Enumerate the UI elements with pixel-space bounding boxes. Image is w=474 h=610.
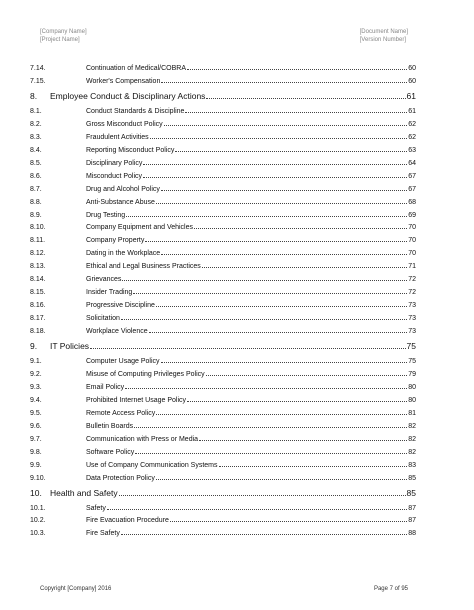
toc-entry-number: 8.10. [30,224,46,232]
company-name: [Company Name] [40,29,87,35]
toc-entry[interactable] [0,170,474,183]
toc-entry-title: Use of Company Communication Systems [86,461,218,469]
toc-entry[interactable] [0,368,474,381]
toc-entry-number: 8.8. [30,198,42,206]
toc-entry-page: 73 [408,315,416,323]
toc-entry-page: 88 [408,530,416,538]
toc-entry-title: Disciplinary Policy [86,159,143,167]
toc-entry-title: Computer Usage Policy [86,358,160,365]
toc-dot-leader [206,98,405,99]
toc-entry[interactable] [0,355,474,368]
toc-dot-leader [149,332,408,333]
toc-entry-number: 8.13. [30,263,46,271]
toc-entry[interactable] [0,131,474,144]
toc-entry-number: 9. [30,341,38,351]
toc-entry-number: 8.15. [30,289,46,297]
toc-entry-title: Ethical and Legal Business Practices [86,263,201,271]
project-name: [Project Name] [40,37,80,43]
toc-entry-number: 9.1. [30,358,42,365]
toc-entry[interactable] [0,118,474,131]
toc-entry-page: 62 [408,120,416,128]
toc-entry[interactable] [0,394,474,407]
toc-entry-page: 72 [408,289,416,297]
toc-entry[interactable] [0,209,474,222]
toc-dot-leader [121,319,407,320]
toc-entry-page: 75 [408,358,416,365]
toc-dot-leader [145,241,407,242]
toc-section-entry[interactable] [0,88,474,104]
toc-entry-page: 60 [408,65,416,72]
toc-entry-number: 8.2. [30,120,42,128]
toc-entry-title: Solicitation [86,315,120,323]
toc-entry-title: Employee Conduct & Disciplinary Actions [50,90,206,101]
toc-entry-page: 81 [408,409,416,417]
toc-entry-page: 70 [408,237,416,245]
toc-entry-page: 87 [408,517,416,525]
toc-entry-title: Drug Testing [86,211,126,219]
toc-entry-number: 10.1. [30,504,46,512]
toc-entry-title: Company Equipment and Vehicles [86,224,194,232]
toc-entry[interactable] [0,157,474,170]
toc-entry-page: 64 [408,159,416,167]
toc-entry-number: 7.15. [30,77,46,85]
toc-entry-title: Misuse of Computing Privileges Policy [86,370,205,378]
toc-entry-page: 79 [408,370,416,378]
toc-entry-number: 8.18. [30,328,46,336]
toc-dot-leader [125,388,407,389]
toc-entry[interactable] [0,260,474,273]
toc-entry-title: Remote Access Policy [86,409,156,417]
toc-entry-title: Dating in the Workplace [86,250,161,258]
toc-dot-leader [107,509,407,510]
toc-entry-page: 70 [408,224,416,232]
toc-entry-page: 82 [408,448,416,456]
toc-dot-leader [164,125,408,126]
toc-dot-leader [90,348,405,349]
toc-entry[interactable] [0,433,474,446]
toc-entry-page: 72 [408,276,416,284]
toc-entry-title: Gross Misconduct Policy [86,120,163,128]
toc-entry-title: Workplace Violence [86,328,148,336]
toc-entry[interactable] [0,196,474,209]
toc-entry-page: 67 [408,185,416,193]
toc-entry-title: Communication with Press or Media [86,435,199,443]
toc-entry-page: 69 [408,211,416,219]
toc-dot-leader [143,177,407,178]
toc-dot-leader [126,216,407,217]
footer-copyright: Copyright [Company] 2016 [40,586,112,592]
toc-entry[interactable] [0,286,474,299]
toc-entry-page: 87 [408,504,416,512]
toc-dot-leader [194,228,407,229]
toc-entry-page: 73 [408,328,416,336]
toc-entry-number: 8.11. [30,237,46,245]
toc-entry-number: 9.4. [30,396,42,404]
toc-entry-page: 63 [408,146,416,154]
toc-entry-title: Bulletin Boards [86,422,134,430]
toc-entry[interactable] [0,273,474,286]
toc-entry-number: 9.10. [30,474,46,482]
toc-dot-leader [156,479,407,480]
toc-dot-leader [199,440,407,441]
toc-dot-leader [206,375,408,376]
toc-entry-number: 10.3. [30,530,46,538]
toc-entry[interactable] [0,527,474,540]
toc-entry-title: Continuation of Medical/COBRA [86,65,186,72]
toc-entry-page: 70 [408,250,416,258]
toc-dot-leader [161,190,407,191]
toc-dot-leader [187,401,407,402]
toc-entry-title: Fraudulent Activities [86,133,149,141]
toc-dot-leader [161,362,408,363]
toc-entry-title: IT Policies [50,341,90,351]
toc-entry-number: 8.17. [30,315,46,323]
toc-entry-title: Software Policy [86,448,135,456]
document-name: [Document Name] [359,29,408,35]
toc-entry[interactable] [0,407,474,420]
header-left [40,28,87,44]
toc-entry[interactable] [0,472,474,485]
toc-dot-leader [156,414,407,415]
toc-entry-page: 68 [408,198,416,206]
toc-entry-title: Drug and Alcohol Policy [86,185,160,193]
toc-entry-page: 80 [408,396,416,404]
toc-entry-page: 62 [408,133,416,141]
toc-dot-leader [135,453,407,454]
toc-dot-leader [150,138,408,139]
toc-section-entry[interactable] [0,485,474,501]
toc-entry-number: 8.14. [30,276,46,284]
toc-entry-title: Safety [86,504,106,512]
toc-entry[interactable] [0,446,474,459]
toc-entry-page: 83 [408,461,416,469]
toc-entry[interactable] [0,514,474,527]
toc-dot-leader [122,280,407,281]
toc-entry-page: 61 [408,107,416,115]
toc-dot-leader [143,164,407,165]
toc-section-entry[interactable] [0,338,474,354]
version-number: [Version Number] [359,37,406,43]
toc-entry-page: 82 [408,422,416,430]
toc-entry-title: Conduct Standards & Discipline [86,107,185,115]
toc-entry-title: Health and Safety [50,487,118,498]
toc-entry-title: Fire Evacuation Procedure [86,517,169,525]
toc-entry-number: 8.7. [30,185,42,193]
toc-entry-page: 71 [408,263,416,271]
toc-entry[interactable] [0,312,474,325]
toc-entry-number: 8.9. [30,211,42,219]
toc-entry-title: Prohibited Internet Usage Policy [86,396,186,404]
toc-dot-leader [202,267,407,268]
toc-entry[interactable] [0,62,474,75]
toc-dot-leader [121,534,407,535]
toc-dot-leader [156,306,407,307]
toc-dot-leader [175,151,407,152]
toc-entry-title: Data Protection Policy [86,474,155,482]
toc-entry-title: Reporting Misconduct Policy [86,146,175,154]
toc-entry-number: 8.12. [30,250,46,258]
toc-entry-page: 82 [408,435,416,443]
toc-entry-title: Worker's Compensation [86,77,161,85]
toc-entry[interactable] [0,75,474,88]
toc-entry-number: 9.7. [30,435,42,443]
toc-entry-number: 8. [30,90,38,101]
toc-entry-number: 8.6. [30,172,42,180]
toc-entry[interactable] [0,502,474,515]
toc-dot-leader [133,293,407,294]
toc-entry-title: Email Policy [86,383,125,391]
toc-dot-leader [119,495,406,496]
toc-entry-number: 9.6. [30,422,42,430]
toc-entry-title: Grievances [86,276,122,284]
toc-entry-number: 8.16. [30,302,46,310]
toc-entry-page: 61 [406,90,416,101]
toc-entry-page: 73 [408,302,416,310]
toc-entry-page: 60 [408,77,416,85]
toc-entry[interactable] [0,459,474,472]
toc-entry-number: 10.2. [30,517,46,525]
toc-entry-number: 8.1. [30,107,42,115]
toc-entry-number: 9.2. [30,370,42,378]
toc-dot-leader [219,466,408,467]
toc-entry-number: 9.8. [30,448,42,456]
toc-entry[interactable] [0,420,474,433]
toc-entry[interactable] [0,144,474,157]
toc-entry-title: Insider Trading [86,289,133,297]
toc-entry[interactable] [0,381,474,394]
toc-entry-number: 10. [30,487,42,498]
toc-entry[interactable] [0,105,474,118]
toc-entry[interactable] [0,234,474,247]
toc-entry[interactable] [0,247,474,260]
toc-entry[interactable] [0,183,474,196]
toc-dot-leader [156,203,407,204]
toc-entry[interactable] [0,221,474,234]
toc-entry-page: 67 [408,172,416,180]
toc-entry-title: Misconduct Policy [86,172,143,180]
toc-entry-number: 8.3. [30,133,42,141]
toc-entry-number: 9.3. [30,383,42,391]
toc-dot-leader [161,254,407,255]
toc-entry-title: Company Property [86,237,145,245]
toc-entry-number: 9.9. [30,461,42,469]
toc-entry-number: 8.4. [30,146,42,154]
toc-entry-number: 9.5. [30,409,42,417]
header-right [360,28,408,44]
toc-entry-number: 8.5. [30,159,42,167]
toc-dot-leader [185,112,407,113]
toc-dot-leader [187,69,407,70]
toc-entry-title: Progressive Discipline [86,302,155,310]
toc-entry[interactable] [0,299,474,312]
toc-entry-number: 7.14. [30,65,46,72]
toc-dot-leader [170,521,407,522]
toc-entry[interactable] [0,325,474,338]
toc-entry-title: Fire Safety [86,530,120,538]
toc-dot-leader [161,82,407,83]
toc-entry-page: 80 [408,383,416,391]
footer-page-number: Page 7 of 95 [373,586,408,592]
toc-entry-page: 75 [406,341,416,351]
toc-dot-leader [134,427,407,428]
toc-entry-page: 85 [408,474,416,482]
toc-entry-title: Anti-Substance Abuse [86,198,155,206]
toc-entry-page: 85 [406,487,416,498]
